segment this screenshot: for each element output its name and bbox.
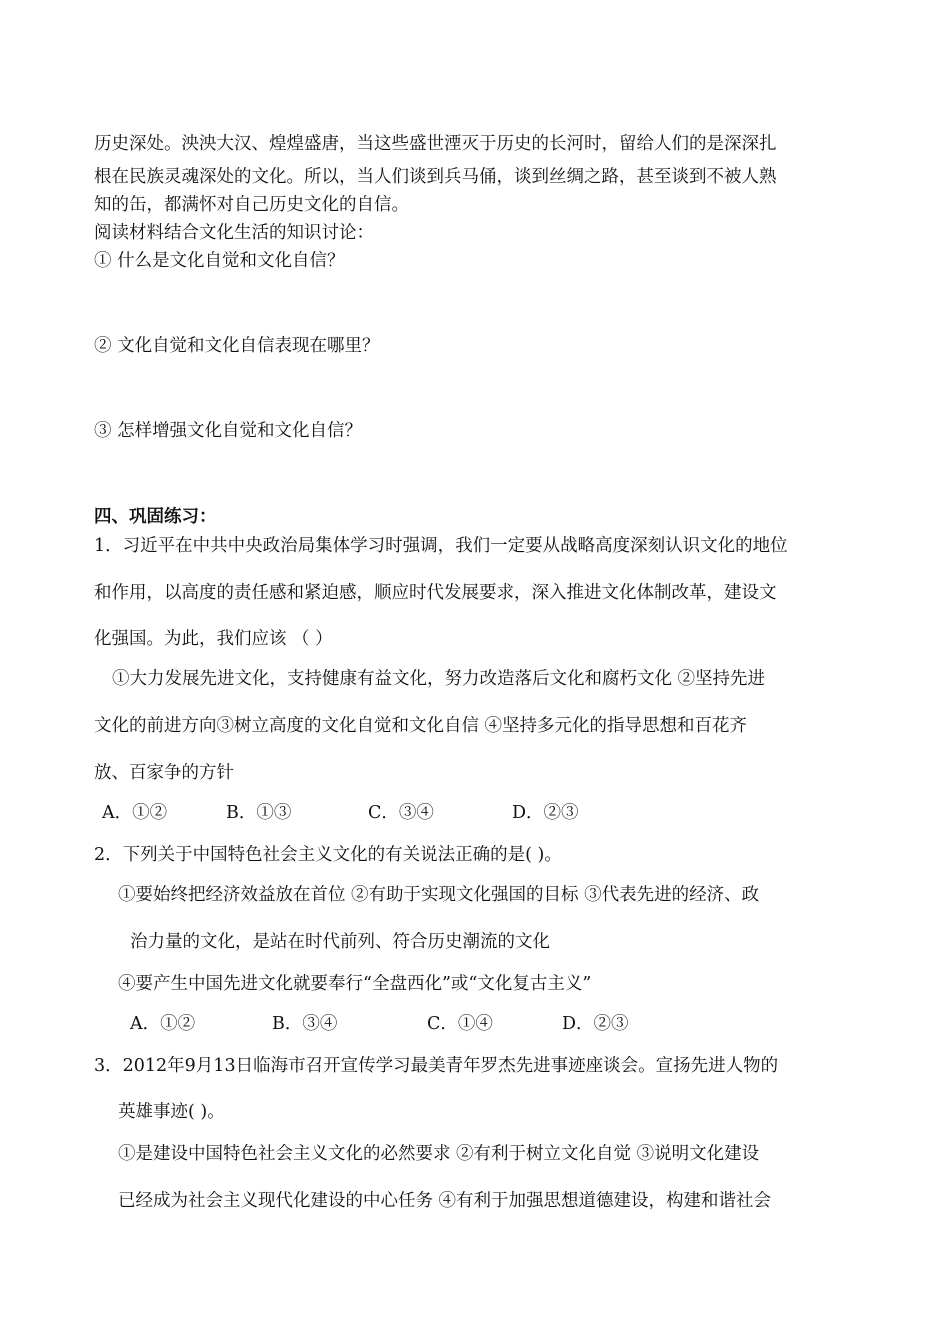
q2-stem: 2．下列关于中国特色社会主义文化的有关说法正确的是( )。 xyxy=(94,845,562,865)
material-line-3: 知的缶，都满怀对自己历史文化的自信。 xyxy=(94,195,409,215)
q2-statement-line-3: ④要产生中国先进文化就要奉行“全盘西化”或“文化复古主义” xyxy=(118,974,592,994)
q1-option-a[interactable]: A．①② xyxy=(102,803,168,823)
q2-statement-line-2: 治力量的文化，是站在时代前列、符合历史潮流的文化 xyxy=(130,932,550,952)
q3-statement-line-2: 已经成为社会主义现代化建设的中心任务 ④有利于加强思想道德建设，构建和谐社会 xyxy=(118,1191,772,1211)
q1-option-b[interactable]: B．①③ xyxy=(226,803,292,823)
q1-statement-line-2: 文化的前进方向③树立高度的文化自觉和文化自信 ④坚持多元化的指导思想和百花齐 xyxy=(94,716,748,736)
q2-statement-line-1: ①要始终把经济效益放在首位 ②有助于实现文化强国的目标 ③代表先进的经济、政 xyxy=(118,885,760,905)
q2-option-b[interactable]: B．③④ xyxy=(272,1014,338,1034)
q1-statement-line-1: ①大力发展先进文化，支持健康有益文化，努力改造落后文化和腐朽文化 ②坚持先进 xyxy=(112,669,766,689)
q1-option-c[interactable]: C．③④ xyxy=(368,803,434,823)
discussion-prompt: 阅读材料结合文化生活的知识讨论： xyxy=(94,223,374,243)
q1-statement-line-3: 放、百家争的方针 xyxy=(94,763,234,783)
q3-stem: 3．2012年9月13日临海市召开宣传学习最美青年罗杰先进事迹座谈会。宣扬先进人物的 xyxy=(94,1056,779,1076)
section-title: 四、巩固练习： xyxy=(94,507,217,527)
material-line-1: 历史深处。泱泱大汉、煌煌盛唐，当这些盛世湮灭于历史的长河时，留给人们的是深深扎 xyxy=(94,134,777,154)
q2-option-c[interactable]: C．①④ xyxy=(427,1014,493,1034)
q1-stem-line-3: 化强国。为此，我们应该 （ ） xyxy=(94,629,333,649)
discussion-question-2: ② 文化自觉和文化自信表现在哪里？ xyxy=(94,336,380,356)
q3-stem-continued: 英雄事迹( )。 xyxy=(118,1102,225,1122)
q2-option-a[interactable]: A．①② xyxy=(130,1014,196,1034)
discussion-question-1: ① 什么是文化自觉和文化自信？ xyxy=(94,251,345,271)
q3-statement-line-1: ①是建设中国特色社会主义文化的必然要求 ②有利于树立文化自觉 ③说明文化建设 xyxy=(118,1144,760,1164)
material-line-2: 根在民族灵魂深处的文化。所以，当人们谈到兵马俑，谈到丝绸之路，甚至谈到不被人熟 xyxy=(94,167,777,187)
discussion-question-3: ③ 怎样增强文化自觉和文化自信？ xyxy=(94,421,363,441)
q1-option-d[interactable]: D．②③ xyxy=(512,803,579,823)
q2-option-d[interactable]: D．②③ xyxy=(562,1014,629,1034)
q1-stem-line-1: 1．习近平在中共中央政治局集体学习时强调，我们一定要从战略高度深刻认识文化的地位 xyxy=(94,536,788,556)
q1-stem-line-2: 和作用，以高度的责任感和紧迫感，顺应时代发展要求，深入推进文化体制改革，建设文 xyxy=(94,583,777,603)
